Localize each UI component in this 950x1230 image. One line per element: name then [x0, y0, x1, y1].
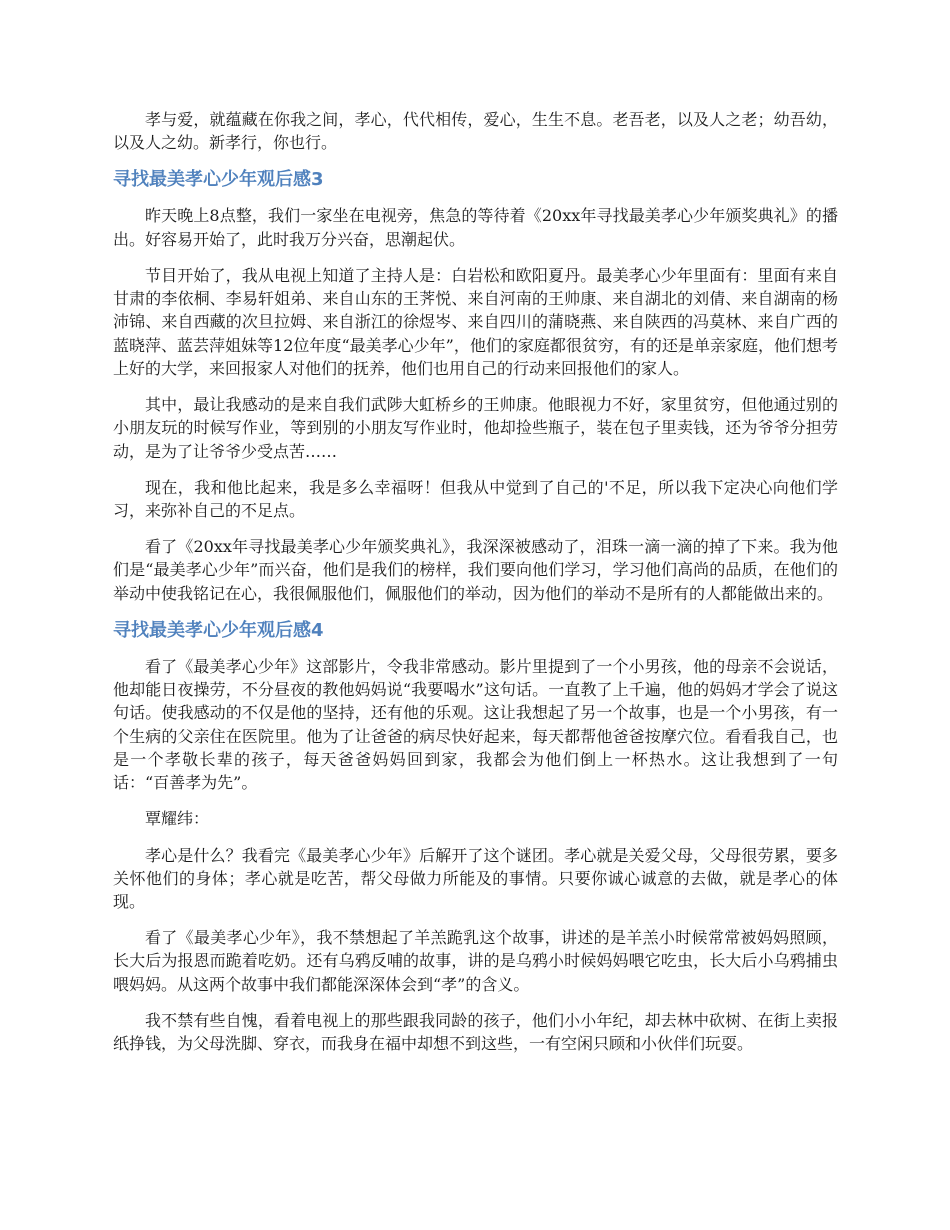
paragraph: 节目开始了，我从电视上知道了主持人是：白岩松和欧阳夏丹。最美孝心少年里面有：里面有来自甘肃的李依桐、李易轩姐弟、来自山东的王荠悦、来自河南的王帅康、来自湖北的刘倩、来自湖南的杨沛锦、来自西藏的次旦拉姆、来自浙江的徐煜岑、来自四川的蒲晓燕、来自陕西的冯莫林、来自广西的蓝晓萍、蓝芸萍姐妹等12位年度“最美孝心少年”，他们的家庭都很贫穷，有的还是单亲家庭，他们想考上好的大学，来回报家人对他们的抚养，他们也用自己的行动来回报他们的家人。: [113, 265, 838, 378]
section-heading-3: 寻找最美孝心少年观后感3: [113, 169, 324, 191]
document-page: [113, 108, 838, 1068]
paragraph: 看了《20xx年寻找最美孝心少年颁奖典礼》，我深深被感动了，泪珠一滴一滴的掉了下来。我为他们是“最美孝心少年”而兴奋，他们是我们的榜样，我们要向他们学习，学习他们高尚的品质，在他们的举动中使我铭记在心，我很佩服他们，佩服他们的举动，因为他们的举动不是所有的人都能做出来的。: [113, 537, 838, 603]
paragraph: 看了《最美孝心少年》，我不禁想起了羊羔跪乳这个故事，讲述的是羊羔小时候常常被妈妈照顾，长大后为报恩而跪着吃奶。还有乌鸦反哺的故事，讲的是乌鸦小时候妈妈喂它吃虫，长大后小乌鸦捕虫喂妈妈。从这两个故事中我们都能深深体会到“孝”的含义。: [113, 928, 838, 994]
author-line: 覃耀纬：: [145, 809, 210, 829]
paragraph-intro-closing: 孝与爱，就蕴藏在你我之间，孝心，代代相传，爱心，生生不息。老吾老，以及人之老；幼吾幼，以及人之幼。新孝行，你也行。: [113, 110, 838, 153]
paragraph: 我不禁有些自愧，看着电视上的那些跟我同龄的孩子，他们小小年纪，却去林中砍树、在街上卖报纸挣钱，为父母洗脚、穿衣，而我身在福中却想不到这些，一有空闲只顾和小伙伴们玩耍。: [113, 1010, 838, 1054]
paragraph: 孝心是什么？我看完《最美孝心少年》后解开了这个谜团。孝心就是关爱父母，父母很劳累，要多关怀他们的身体；孝心就是吃苦，帮父母做力所能及的事情。只要你诚心诚意的去做，就是孝心的体现。: [113, 845, 838, 912]
paragraph: 其中，最让我感动的是来自我们武陟大虹桥乡的王帅康。他眼视力不好，家里贫穷，但他通过别的小朋友玩的时候写作业，等到别的小朋友写作业时，他却捡些瓶子，装在包子里卖钱，还为爷爷分担劳动，是为了让爷爷少受点苦……: [113, 395, 838, 461]
paragraph: 看了《最美孝心少年》这部影片，令我非常感动。影片里提到了一个小男孩，他的母亲不会说话，他却能日夜操劳，不分昼夜的教他妈妈说“我要喝水”这句话。一直教了上千遍，他的妈妈才学会了说这句话。使我感动的不仅是他的坚持，还有他的乐观。这让我想起了另一个故事，也是一个小男孩，有一个生病的父亲住在医院里。他为了让爸爸的病尽快好起来，每天都帮他爸爸按摩穴位。看看我自己，也是一个孝敬长辈的孩子，每天爸爸妈妈回到家，我都会为他们倒上一杯热水。这让我想到了一句话：“百善孝为先”。: [113, 656, 838, 793]
section-heading-4: 寻找最美孝心少年观后感4: [113, 619, 324, 641]
paragraph: 昨天晚上8点整，我们一家坐在电视旁，焦急的等待着《20xx年寻找最美孝心少年颁奖典礼》的播出。好容易开始了，此时我万分兴奋，思潮起伏。: [113, 206, 838, 249]
paragraph: 现在，我和他比起来，我是多么幸福呀！但我从中觉到了自己的'不足，所以我下定决心向他们学习，来弥补自己的不足点。: [113, 477, 838, 521]
